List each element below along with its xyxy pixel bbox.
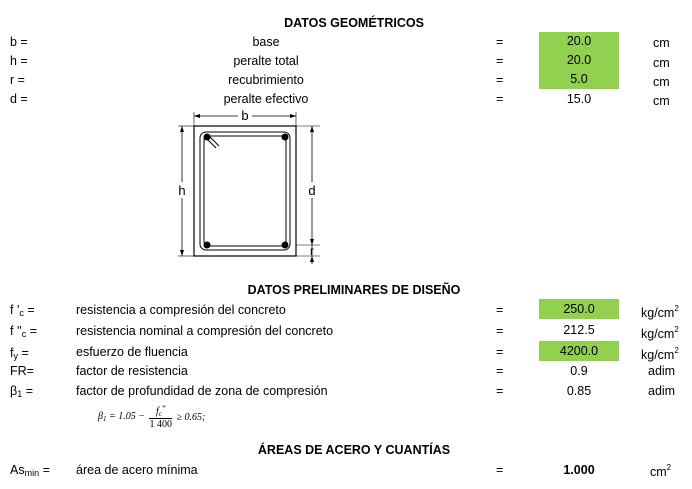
unit-fy: $kg/cm^2$ [641,346,679,362]
unit-fc: $kg/cm^2$ [641,304,679,320]
value-peralte-efectivo: 15.0 [566,92,592,106]
dim-label-h: h [178,183,186,198]
geo-eq-h: = [496,54,504,68]
geo-sym-d: d = [10,92,28,106]
input-peralte-total[interactable]: 20.0 [539,51,619,70]
sym-fr: FR= [10,364,34,378]
rebar-bottom-right [282,242,289,249]
unit-fr: adim [648,364,676,378]
sym-beta1: $\beta_1$ = [10,384,33,399]
geo-unit-h: cm [653,56,670,70]
b-arrow-right [290,114,296,118]
unit-beta1: adim [648,384,676,398]
section-diagram [160,106,335,266]
sym-fc: f '$_c$ = [10,303,35,318]
value-asmin: 1.000 [563,463,595,477]
areas-section-title: ÁREAS DE ACERO Y CUANTÍAS [257,443,451,457]
eq-asmin: = [496,463,504,477]
dim-label-r: r [310,244,314,258]
rebar-bottom-left [204,242,211,249]
input-base[interactable]: 20.0 [539,32,619,51]
eq-beta1: = [496,384,504,398]
dim-label-b: b [241,108,249,123]
desc-fcc: resistencia nominal a compresión del concreto [76,324,334,338]
unit-asmin: $cm^2$ [650,463,672,479]
value-beta1: 0.85 [566,384,592,398]
geo-desc-h: peralte total [233,54,299,68]
geo-unit-r: cm [653,75,670,89]
geo-unit-b: cm [653,36,670,50]
rebar-top-right [282,134,289,141]
stirrup-outer [200,132,290,250]
input-fc[interactable]: 250.0 [539,299,619,319]
eq-fr: = [496,364,504,378]
eq-fcc: = [496,324,504,338]
geo-sym-h: h = [10,54,28,68]
beta1-formula: $\beta_1 = 1.05$ − $\frac{f_c^*}{1 400}$ ≥ 0.65; [98,404,206,430]
eq-fy: = [496,345,504,359]
rebar-top-left [204,134,211,141]
desc-asmin: área de acero mínima [76,463,198,477]
unit-fcc: $kg/cm^2$ [641,325,679,341]
geo-desc-b: base [252,35,280,49]
input-recubrimiento[interactable]: 5.0 [539,70,619,89]
desc-beta1: factor de profundidad de zona de compresión [76,384,328,398]
dim-label-d: d [308,183,316,198]
desc-fr: factor de resistencia [76,364,188,378]
geo-desc-d: peralte efectivo [223,92,309,106]
desc-fc: resistencia a compresión del concreto [76,303,286,317]
input-fy[interactable]: 4200.0 [539,341,619,361]
sym-asmin: $As_{min}$ = [10,463,50,478]
value-fr: 0.9 [570,364,588,378]
geo-section-title: DATOS GEOMÉTRICOS [284,16,424,30]
beam-outline [194,126,296,256]
geo-eq-d: = [496,92,504,106]
geo-unit-d: cm [653,94,670,108]
sym-fcc: f ''$_c$ = [10,324,37,339]
stirrup-inner [204,136,286,246]
sym-fy: $f_y$ = [10,346,29,361]
geo-eq-b: = [496,35,504,49]
desc-fy: esfuerzo de fluencia [76,345,188,359]
geo-desc-r: recubrimiento [228,73,304,87]
b-arrow-left [194,114,200,118]
value-fcc: 212.5 [563,323,595,337]
eq-fc: = [496,303,504,317]
geo-sym-r: r = [10,73,25,87]
prelim-section-title: DATOS PRELIMINARES DE DISEÑO [247,283,461,297]
geo-eq-r: = [496,73,504,87]
geo-sym-b: b = [10,35,28,49]
